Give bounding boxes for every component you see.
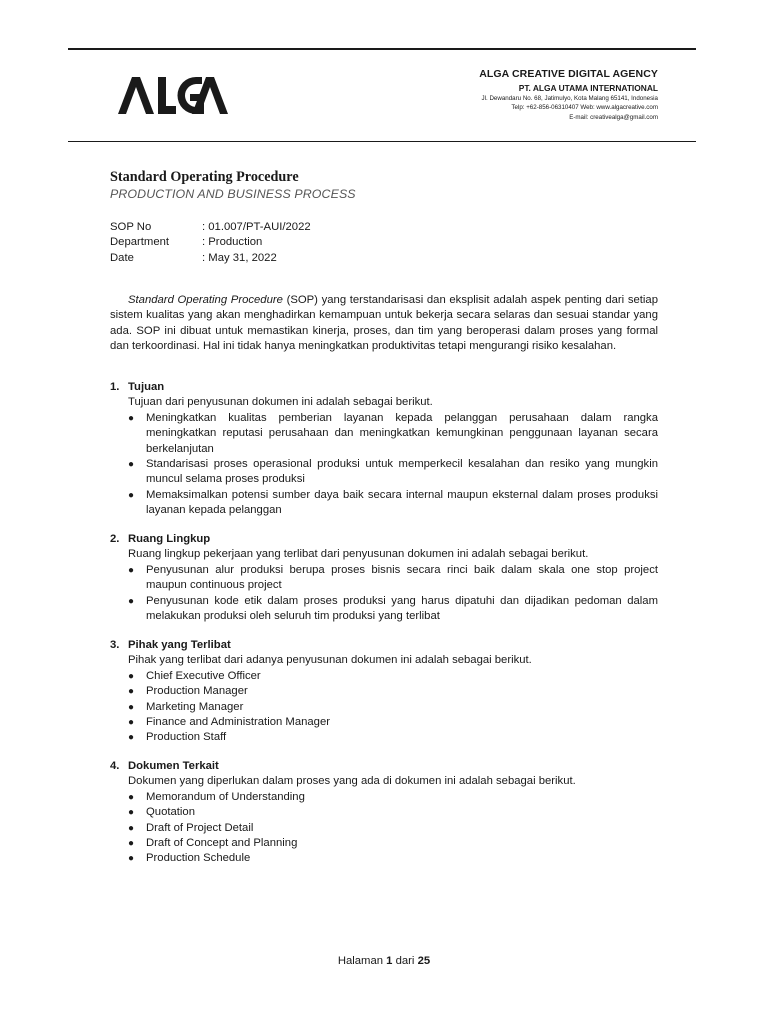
section-number: 4. — [110, 760, 120, 772]
section — [110, 759, 658, 867]
bullet-list — [110, 563, 658, 625]
list-item-text: Meningkatkan kualitas pemberian layanan kepada pelanggan perusahaan dalam rangka meningkatkan reputasi perusahaan dan meningkatkan kemungkinan penggunaan layanan secara berkelanjutan — [146, 411, 658, 455]
list-item — [128, 851, 658, 866]
section-description: Dokumen yang diperlukan dalam proses yang ada di dokumen ini adalah sebagai berikut. — [128, 775, 576, 788]
section-heading — [110, 380, 658, 395]
document-subtitle: PRODUCTION AND BUSINESS PROCESS — [110, 187, 356, 201]
intro-text: (SOP) yang terstandarisasi dan eksplisit adalah aspek penting dari setiap sistem kualitas yang akan menghadirkan kemampuan untuk bekerja secara selaras dan sesuai standar yang ada. SOP ini dibuat untuk memastikan kinerja, proses, dan tim yang beroperasi dalam proses yang formal dan terkoordinasi. Hal ini tidak hanya meningkatkan produktivitas tetapi mengurangi risiko kesalahan. — [110, 294, 658, 353]
list-item-text: Draft of Project Detail — [146, 821, 254, 834]
bullet-icon: ● — [128, 686, 135, 698]
section — [110, 380, 658, 519]
footer-prefix: Halaman — [337, 955, 384, 967]
section-title: Ruang Lingkup — [128, 533, 211, 545]
bullet-list — [110, 669, 658, 746]
company-address: Jl. Dewandaru No. 68, Jatimulyo, Kota Malang 65141, Indonesia — [481, 95, 658, 102]
section-description: Ruang lingkup pekerjaan yang terlibat dari penyusunan dokumen ini adalah sebagai berikut. — [128, 548, 589, 561]
bullet-list — [110, 411, 658, 519]
meta-value: : 01.007/PT-AUI/2022 — [202, 220, 311, 233]
alga-logo — [118, 77, 228, 115]
company-legal-name: PT. ALGA UTAMA INTERNATIONAL — [518, 83, 658, 93]
bullet-icon: ● — [128, 595, 135, 607]
footer-page-number: 1 — [386, 955, 393, 967]
meta-key: Date — [110, 251, 134, 264]
meta-value: : Production — [202, 236, 263, 249]
document-title: Standard Operating Procedure — [110, 169, 299, 185]
list-item — [128, 488, 658, 519]
list-item — [128, 836, 658, 851]
list-item — [128, 411, 658, 457]
list-item-text: Penyusunan alur produksi berupa proses bisnis secara rinci baik dalam skala one stop project maupun continuous project — [146, 563, 658, 592]
bullet-icon: ● — [128, 489, 135, 501]
document-meta — [110, 219, 311, 266]
company-name: ALGA CREATIVE DIGITAL AGENCY — [479, 68, 658, 80]
list-item — [128, 594, 658, 625]
section-heading — [110, 638, 658, 653]
bullet-icon: ● — [128, 853, 135, 865]
section-heading — [110, 759, 658, 774]
list-item-text: Production Schedule — [146, 852, 251, 865]
section-number: 2. — [110, 533, 120, 545]
meta-key: Department — [110, 236, 170, 249]
bullet-list — [110, 790, 658, 867]
list-item-text: Marketing Manager — [146, 700, 244, 713]
list-item — [128, 684, 658, 699]
company-contact: Telp: +62-856-06310407 Web: www.algacreative.com — [511, 104, 658, 112]
meta-key: SOP No — [110, 220, 152, 233]
company-info — [338, 68, 658, 121]
list-item — [128, 715, 658, 730]
list-item-text: Quotation — [146, 806, 195, 819]
bullet-icon: ● — [128, 670, 135, 682]
bullet-icon: ● — [128, 412, 135, 424]
list-item-text: Standarisasi proses operasional produksi untuk memperkecil kesalahan dan resiko yang mungkin muncul selama proses produksi — [146, 458, 658, 486]
footer-total-pages: 25 — [417, 955, 431, 967]
bullet-icon: ● — [128, 807, 135, 819]
list-item — [128, 457, 658, 488]
list-item — [128, 563, 658, 594]
bullet-icon: ● — [128, 717, 135, 729]
meta-row — [110, 250, 311, 266]
list-item — [128, 790, 658, 805]
list-item-text: Memaksimalkan potensi sumber daya baik secara internal maupun eksternal dalam proses produksi layanan kepada pelanggan — [146, 488, 658, 517]
bullet-icon: ● — [128, 564, 135, 576]
bullet-icon: ● — [128, 791, 135, 803]
section-title: Pihak yang Terlibat — [128, 639, 231, 651]
company-email: E-mail: creativealga@gmail.com — [569, 113, 658, 121]
header-top-rule — [68, 48, 696, 50]
list-item-text: Production Manager — [146, 685, 248, 698]
section-title: Dokumen Terkait — [128, 760, 219, 772]
header-bottom-rule — [68, 141, 696, 142]
meta-row — [110, 219, 311, 235]
section — [110, 532, 658, 624]
footer-middle: dari — [395, 955, 415, 967]
meta-row — [110, 235, 311, 251]
bullet-icon: ● — [128, 732, 135, 744]
section-description: Tujuan dari penyusunan dokumen ini adalah sebagai berikut. — [128, 396, 433, 409]
list-item-text: Production Staff — [146, 731, 227, 744]
bullet-icon: ● — [128, 822, 135, 834]
section — [110, 638, 658, 746]
list-item — [128, 821, 658, 836]
list-item — [128, 805, 658, 820]
meta-value: : May 31, 2022 — [202, 251, 277, 264]
section-description: Pihak yang terlibat dari adanya penyusunan dokumen ini adalah sebagai berikut. — [128, 654, 532, 667]
list-item-text: Draft of Concept and Planning — [146, 837, 298, 850]
list-item-text: Finance and Administration Manager — [146, 716, 330, 729]
list-item-text: Chief Executive Officer — [146, 669, 261, 682]
section-number: 1. — [110, 381, 120, 393]
intro-lead-italic: Standard Operating Procedure — [128, 294, 283, 306]
bullet-icon: ● — [128, 701, 135, 713]
section-heading — [110, 532, 658, 547]
section-title: Tujuan — [128, 381, 165, 393]
intro-paragraph — [110, 293, 658, 355]
list-item — [128, 730, 658, 745]
list-item-text: Memorandum of Understanding — [146, 790, 305, 803]
list-item-text: Penyusunan kode etik dalam proses produksi yang harus dipatuhi dan dijadikan pedoman dalam melakukan produksi oleh seluruh tim produksi yang terlibat — [146, 594, 658, 623]
page-footer — [0, 955, 768, 967]
section-number: 3. — [110, 639, 120, 651]
list-item — [128, 669, 658, 684]
list-item — [128, 700, 658, 715]
bullet-icon: ● — [128, 838, 135, 850]
bullet-icon: ● — [128, 459, 135, 471]
